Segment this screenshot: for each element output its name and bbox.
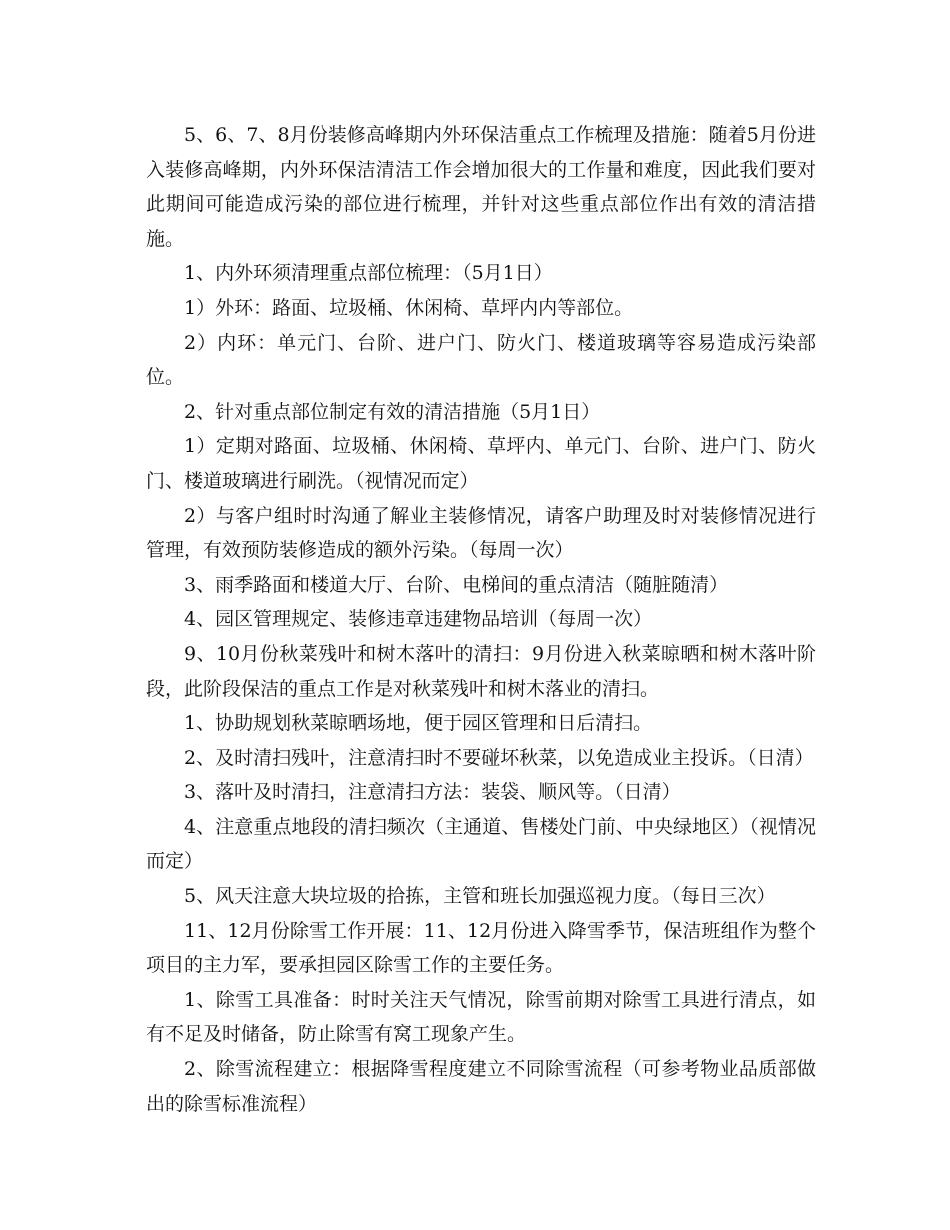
- document-body: [146, 118, 816, 1121]
- paragraph-autumn-leaves-intro: 9、10月份秋菜残叶和树木落叶的清扫：9月份进入秋菜晾晒和树木落叶阶段，此阶段保洁的重点工作是对秋菜残叶和树木落业的清扫。: [146, 642, 816, 700]
- paragraph-snow-removal-intro: 11、12月份除雪工作开展：11、12月份进入降雪季节，保洁班组作为整个项目的主力军，要承担园区除雪工作的主要任务。: [146, 919, 816, 977]
- paragraph-key-areas-heading: 1、内外环须清理重点部位梳理：（5月1日）: [184, 262, 553, 285]
- paragraph-snow-process: 2、除雪流程建立：根据降雪程度建立不同除雪流程（可参考物业品质部做出的除雪标准流程）: [146, 1058, 816, 1115]
- paragraph-regular-washing: 1）定期对路面、垃圾桶、休闲椅、草坪内、单元门、台阶、进户门、防火门、楼道玻璃进行刷洗。（视情况而定）: [146, 435, 816, 492]
- paragraph-fallen-leaves: 3、落叶及时清扫，注意清扫方法：装袋、顺风等。（日清）: [184, 781, 681, 804]
- paragraph-drying-site: 1、协助规划秋菜晾晒场地，便于园区管理和日后清扫。: [184, 712, 653, 735]
- paragraph-customer-communication: 2）与客户组时时沟通了解业主装修情况，请客户助理及时对装修情况进行管理，有效预防装修造成的额外污染。（每周一次）: [146, 504, 816, 562]
- paragraph-outer-ring: 1）外环：路面、垃圾桶、休闲椅、草坪内内等部位。: [184, 296, 634, 319]
- paragraph-rainy-season: 3、雨季路面和楼道大厅、台阶、电梯间的重点清洁（随脏随清）: [184, 573, 729, 596]
- paragraph-cleaning-measures-heading: 2、针对重点部位制定有效的清洁措施（5月1日）: [184, 400, 601, 423]
- paragraph-windy-days: 5、风天注意大块垃圾的拾拣，主管和班长加强巡视力度。（每日三次）: [184, 885, 776, 908]
- paragraph-key-sections-frequency: 4、注意重点地段的清扫频次（主通道、售楼处门前、中央绿地区）（视情况而定）: [146, 815, 816, 873]
- paragraph-clean-residue: 2、及时清扫残叶，注意清扫时不要碰坏秋菜，以免造成业主投诉。（日清）: [184, 746, 814, 769]
- paragraph-snow-tools: 1、除雪工具准备：时时关注天气情况，除雪前期对除雪工具进行清点，如有不足及时储备，防止除雪有窝工现象产生。: [146, 988, 816, 1046]
- paragraph-inner-ring: 2）内环：单元门、台阶、进户门、防火门、楼道玻璃等容易造成污染部位。: [146, 331, 816, 389]
- paragraph-renovation-peak-intro: 5、6、7、8月份装修高峰期内外环保洁重点工作梳理及措施：随着5月份进入装修高峰期，内外环保洁清洁工作会增加很大的工作量和难度，因此我们要对此期间可能造成污染的部位进行梳理，并针对这些重点部位作出有效的清洁措施。: [146, 124, 816, 250]
- paragraph-training: 4、园区管理规定、装修违章违建物品培训（每周一次）: [184, 608, 653, 631]
